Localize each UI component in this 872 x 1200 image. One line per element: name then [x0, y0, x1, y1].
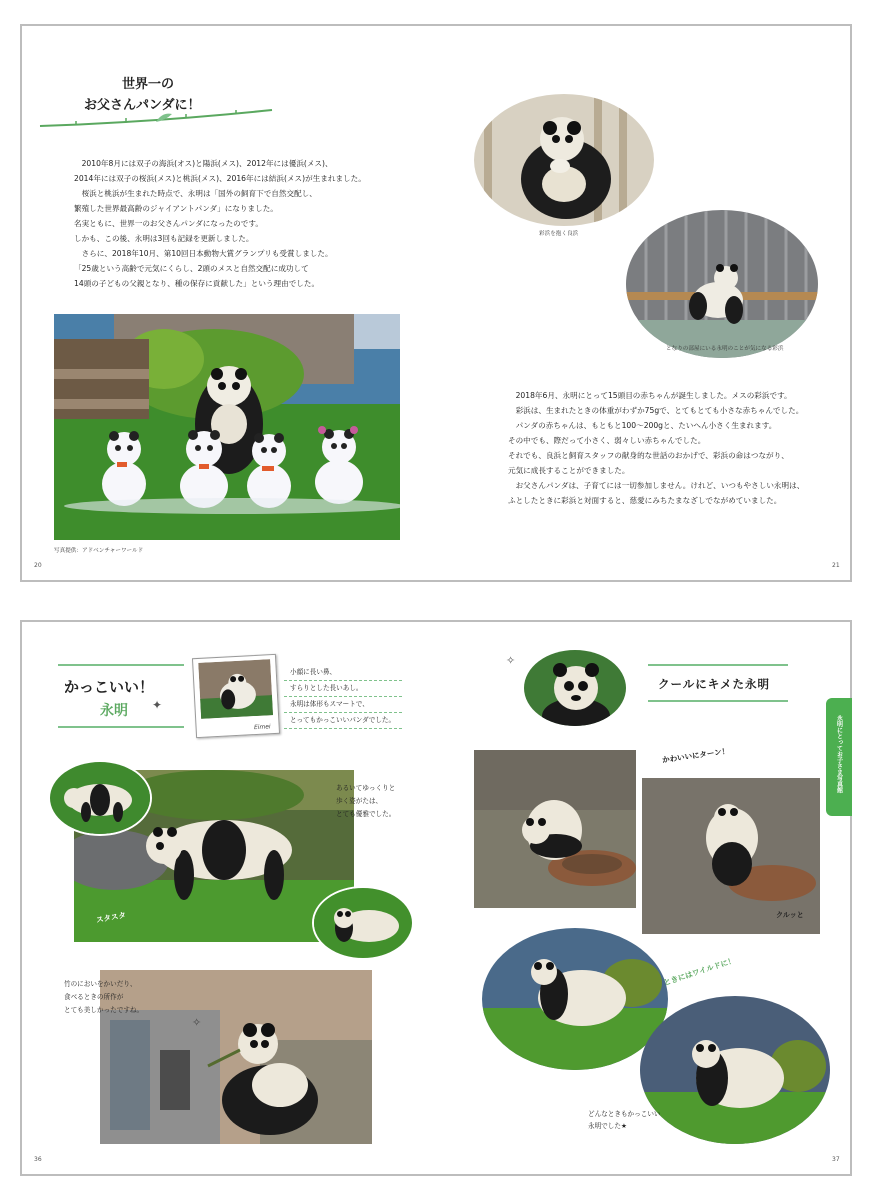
right-title: クールにキメた永明: [658, 677, 771, 691]
note-bamboo: 竹のにおいをかいだり、 食べるときの所作が とても美しかったですね。: [64, 980, 144, 1014]
photo-panda-lying-oval: [312, 886, 414, 960]
page-number-left: 20: [34, 562, 42, 569]
polaroid-photo: [192, 654, 280, 738]
right-body-text: 2018年6月、永明にとって15頭目の赤ちゃんが誕生しました。メスの彩浜です。 彩浜は、生まれたときの体重がわずか75gで、とてもとても小さな赤ちゃんでした。 パンダの赤ちゃんは、もともと100〜200gと、たいへん小さく生まれます。 その中でも、際だって小さく、弱々しい赤ちゃんでした。 それでも、良浜と飼育スタッフの献身的な世話のおかげで、彩浜の命はつながり、 元気に成長することができました。 お父さんパンダは、子育てには一切参加しません。けれど、いつもやさしい永明は、 ふとしたときに彩浜と対面すると、慈愛にみちたまなざしでながめていました。: [508, 391, 805, 505]
dashed-line-2: [284, 696, 402, 697]
wild-panda-2-illustration: [640, 996, 830, 1144]
title-eimei: 永明: [100, 703, 128, 719]
caption-cub-curious: となりの部屋にいる永明のことが気になる彩浜: [666, 346, 784, 352]
mother-cub-illustration: [474, 94, 654, 226]
photo-wild-2: [640, 996, 830, 1144]
polaroid-panda-illustration: [198, 659, 273, 719]
photo-turn-1: [474, 750, 636, 908]
right-title-band-bottom: [648, 700, 788, 702]
page-number-left-2: 36: [34, 1156, 42, 1163]
page-number-right-2: 37: [832, 1156, 840, 1163]
title-line-2: お父さんパンダに！: [84, 98, 201, 113]
right-title-band-top: [648, 664, 788, 666]
photo-credit: 写真提供：アドベンチャーワールド: [54, 548, 144, 554]
note-bottom: どんなときもかっこいい 永明でした★: [588, 1110, 661, 1130]
dashed-line-1: [284, 680, 402, 681]
caption-mother-cub: 彩浜を抱く良浜: [539, 231, 579, 237]
intro-text: 小顔に長い鼻、 すらりとした長いあし。 永明は体形もスマートで、 とってもかっこいいパンダでした。: [290, 668, 396, 724]
bamboo-stem-icon: [36, 108, 276, 134]
note-turn: かわいいにターン！: [661, 746, 730, 765]
note-kuru: クルッと: [776, 911, 804, 919]
spread-page-36-37: [20, 620, 852, 1176]
spread-page-20-21: [20, 24, 852, 582]
cub-railing-illustration: [626, 210, 818, 358]
panda-face-illustration: [524, 650, 626, 726]
sparkle-icon-2: ✧: [192, 1016, 202, 1029]
photo-panda-face-oval: [524, 650, 626, 726]
small-oval-panda-illustration: [50, 762, 150, 834]
lying-panda-illustration: [314, 888, 412, 958]
note-walk: あるいてゆっくりと 歩く姿がたは、 とても優雅でした。: [336, 784, 396, 818]
side-tab-label: 永明にとってお子さま写真館: [835, 715, 843, 793]
note-sutasuta: スタスタ: [95, 910, 127, 925]
photo-panda-small-oval: [48, 760, 152, 836]
photo-panda-with-snowmen: [54, 314, 400, 540]
title-band-bottom: [58, 726, 184, 728]
dashed-line-3: [284, 712, 402, 713]
turn-panda-1-illustration: [474, 750, 636, 908]
dashed-line-4: [284, 728, 402, 729]
note-wild: ときにはワイルドに！: [662, 955, 737, 988]
title-band-top: [58, 664, 184, 666]
photo-cub-on-railing: [626, 210, 818, 358]
photo-mother-holding-cub: [474, 94, 654, 226]
sparkle-icon-3: ✧: [506, 654, 516, 667]
wild-panda-1-illustration: [482, 928, 668, 1070]
title-line-1: 世界一の: [122, 77, 175, 92]
page-number-right: 21: [832, 562, 840, 569]
sparkle-icon: ✦: [152, 698, 163, 712]
title-kakkoii: かっこいい！: [64, 678, 155, 696]
photo-wild-1: [482, 928, 668, 1070]
side-tab[interactable]: [826, 698, 852, 816]
left-body-text: 2010年8月には双子の海浜(オス)と陽浜(メス)、2012年には優浜(メス)、 2014年には双子の桜浜(メス)と桃浜(メス)、2016年には結浜(メス)が生まれました。 桜浜と桃浜が生まれた時点で、永明は「国外の飼育下で自然交配し、 繁殖した世界最高齢のジャイアントパンダ」になりました。 名実ともに、世界一のお父さんパンダになったのです。 しかも、この後、永明は3回も記録を更新しました。 さらに、2018年10月、第10回日本動物大賞グランプリも受賞しました。 「25歳という高齢で元気にくらし、2頭のメスと自然交配に成功して 14頭の子どもの父親となり、種の保存に貢献した」という理由でした。: [74, 159, 366, 288]
polaroid-label: Eimei: [253, 723, 271, 732]
panda-snowmen-illustration: [54, 314, 400, 540]
